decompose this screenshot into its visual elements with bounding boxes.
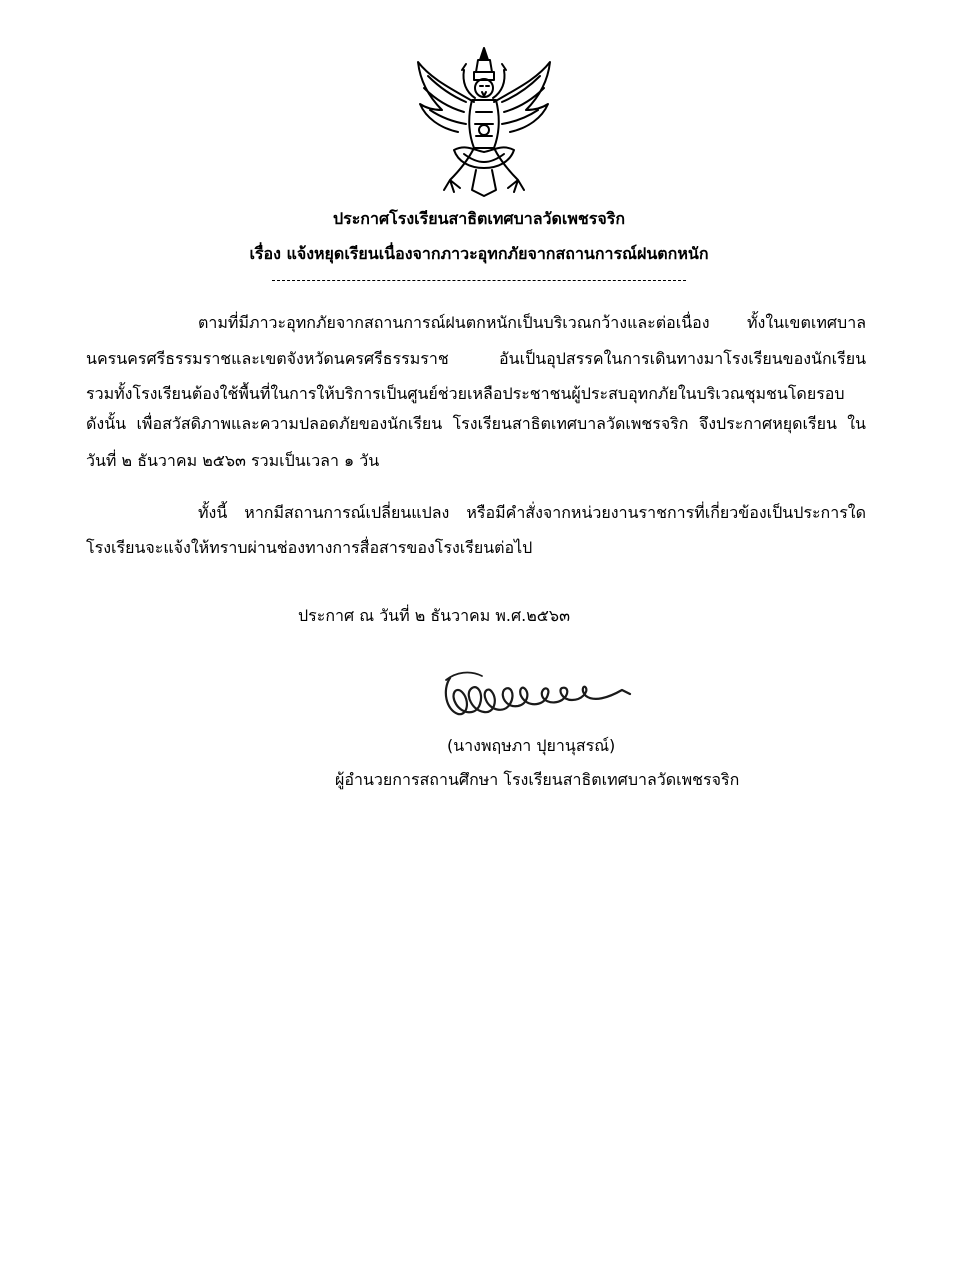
garuda-emblem-icon [414, 40, 554, 200]
signature-icon [436, 660, 636, 730]
paragraph-1-line-2: นครนครศรีธรรมราชและเขตจังหวัดนครศรีธรรมราช อันเป็นอุปสรรคในการเดินทางมาโรงเรียนของนักเรียน [86, 349, 866, 368]
paragraph-1-line-5: วันที่ ๒ ธันวาคม ๒๕๖๓ รวมเป็นเวลา ๑ วัน [86, 451, 380, 470]
signer-title: ผู้อำนวยการสถานศึกษา โรงเรียนสาธิตเทศบาลวัดเพชรจริก [335, 770, 740, 789]
paragraph-2-line-2: โรงเรียนจะแจ้งให้ทราบผ่านช่องทางการสื่อสารของโรงเรียนต่อไป [86, 538, 533, 557]
signer-name: (นางพฤษภา ปุยานุสรณ์) [447, 736, 616, 755]
paragraph-1-line-1: ตามที่มีภาวะอุทกภัยจากสถานการณ์ฝนตกหนักเป็นบริเวณกว้างและต่อเนื่อง ทั้งในเขตเทศบาล [198, 313, 866, 332]
announcement-subject: เรื่อง แจ้งหยุดเรียนเนื่องจากภาวะอุทกภัยจากสถานการณ์ฝนตกหนัก [249, 244, 709, 263]
announcement-title: ประกาศโรงเรียนสาธิตเทศบาลวัดเพชรจริก [332, 209, 626, 228]
title-divider [272, 280, 686, 281]
paragraph-2-line-1: ทั้งนี้ หากมีสถานการณ์เปลี่ยนแปลง หรือมีคำสั่งจากหน่วยงานราชการที่เกี่ยวข้องเป็นประการใด [198, 503, 866, 522]
paragraph-1-line-4: ดังนั้น เพื่อสวัสดิภาพและความปลอดภัยของนักเรียน โรงเรียนสาธิตเทศบาลวัดเพชรจริก จึงประกาศหยุดเรียน ใน [86, 414, 866, 433]
paragraph-1-line-3: รวมทั้งโรงเรียนต้องใช้พื้นที่ในการให้บริการเป็นศูนย์ช่วยเหลือประชาชนผู้ประสบอุทกภัยในบริเวณชุมชนโดยรอบ [86, 384, 845, 403]
announce-date: ประกาศ ณ วันที่ ๒ ธันวาคม พ.ศ.๒๕๖๓ [298, 606, 571, 625]
